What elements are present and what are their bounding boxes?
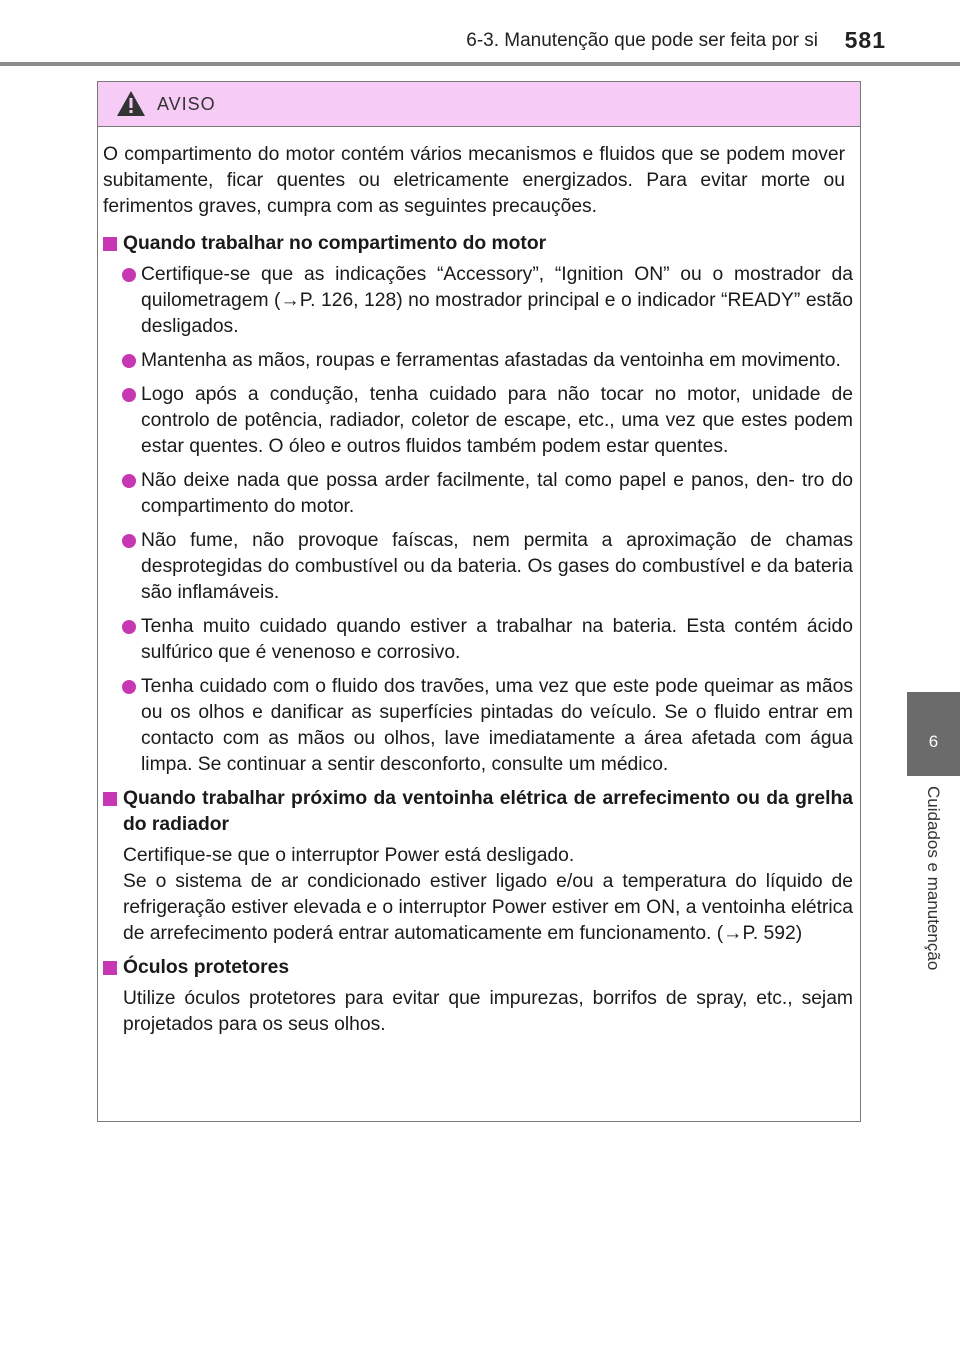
- section-cooling-fan: [103, 786, 853, 947]
- circle-bullet-icon: [122, 388, 136, 402]
- circle-bullet-icon: [122, 680, 136, 694]
- square-bullet-icon: [103, 792, 117, 806]
- section-engine-compartment: [103, 231, 853, 778]
- circle-bullet-icon: [122, 354, 136, 368]
- square-bullet-icon: [103, 237, 117, 251]
- section-safety-glasses: [103, 955, 853, 1038]
- list-item: Tenha muito cuidado quando estiver a trabalhar na bateria. Esta contém ácido sulfúrico que é venenoso e corrosivo.: [103, 614, 853, 666]
- circle-bullet-icon: [122, 620, 136, 634]
- chapter-title: Cuidados e manutenção: [924, 786, 943, 971]
- list-item: Logo após a condução, tenha cuidado para não tocar no motor, unidade de controlo de potência, radiador, coletor de escape, etc., uma vez que estes podem estar quentes. O óleo e outros fluidos também podem estar quentes.: [103, 382, 853, 460]
- circle-bullet-icon: [122, 268, 136, 282]
- chapter-tab: [907, 692, 960, 776]
- list-item: Tenha cuidado com o fluido dos travões, uma vez que este pode queimar as mãos ou os olhos e danificar as superfícies pintadas do veículo. Se o fluido entrar em contacto com as mãos ou olhos, lave imediatamente a área afetada com água limpa. Se continuar a sentir desconforto, consulte um médico.: [103, 674, 853, 778]
- header-rule: [0, 62, 960, 66]
- section-title: 6-3. Manutenção que pode ser feita por si: [466, 30, 818, 51]
- page-header: [0, 0, 960, 66]
- section-heading: Quando trabalhar próximo da ventoinha elétrica de arrefecimento ou da grelha do radiador: [103, 786, 853, 838]
- circle-bullet-icon: [122, 474, 136, 488]
- section-paragraph: Certifique-se que o interruptor Power está desligado. Se o sistema de ar condicionado estiver ligado e/ou a temperatura do líquido de refrigeração estiver elevada e o interruptor Power estiver em ON, a ventoinha elétrica de arrefecimento poderá entrar automaticamente em funcionamento. (→P. 592): [123, 845, 853, 944]
- square-bullet-icon: [103, 961, 117, 975]
- list-item: Certifique-se que as indicações “Accessory”, “Ignition ON” ou o mostrador da quilometragem (→P. 126, 128) no mostrador principal e o indicador “READY” estão desligados.: [103, 262, 853, 340]
- warning-box: [97, 81, 861, 1122]
- section-heading: Óculos protetores: [103, 955, 853, 981]
- list-item: Não fume, não provoque faíscas, nem permita a aproximação de chamas desprotegidas do combustível ou da bateria. Os gases do combustível e da bateria são inflamáveis.: [103, 528, 853, 606]
- section-paragraph: Utilize óculos protetores para evitar que impurezas, borrifos de spray, etc., sejam projetados para os seus olhos.: [123, 988, 853, 1035]
- warning-content: [103, 142, 853, 1046]
- warning-header: [98, 82, 860, 127]
- chapter-number: 6: [928, 732, 939, 751]
- list-item: Não deixe nada que possa arder facilmente, tal como papel e panos, den- tro do compartimento do motor.: [103, 468, 853, 520]
- warning-intro: O compartimento do motor contém vários mecanismos e fluidos que se podem mover subitamente, ficar quentes ou eletricamente energizados. Para evitar morte ou ferimentos graves, cumpra com as seguintes precauções.: [103, 144, 845, 217]
- warning-title: AVISO: [157, 94, 216, 114]
- warning-triangle-icon: [116, 90, 146, 117]
- list-item: Mantenha as mãos, roupas e ferramentas afastadas da ventoinha em movimento.: [103, 348, 853, 374]
- page-number: 581: [844, 27, 886, 53]
- section-heading: Quando trabalhar no compartimento do motor: [103, 231, 853, 257]
- circle-bullet-icon: [122, 534, 136, 548]
